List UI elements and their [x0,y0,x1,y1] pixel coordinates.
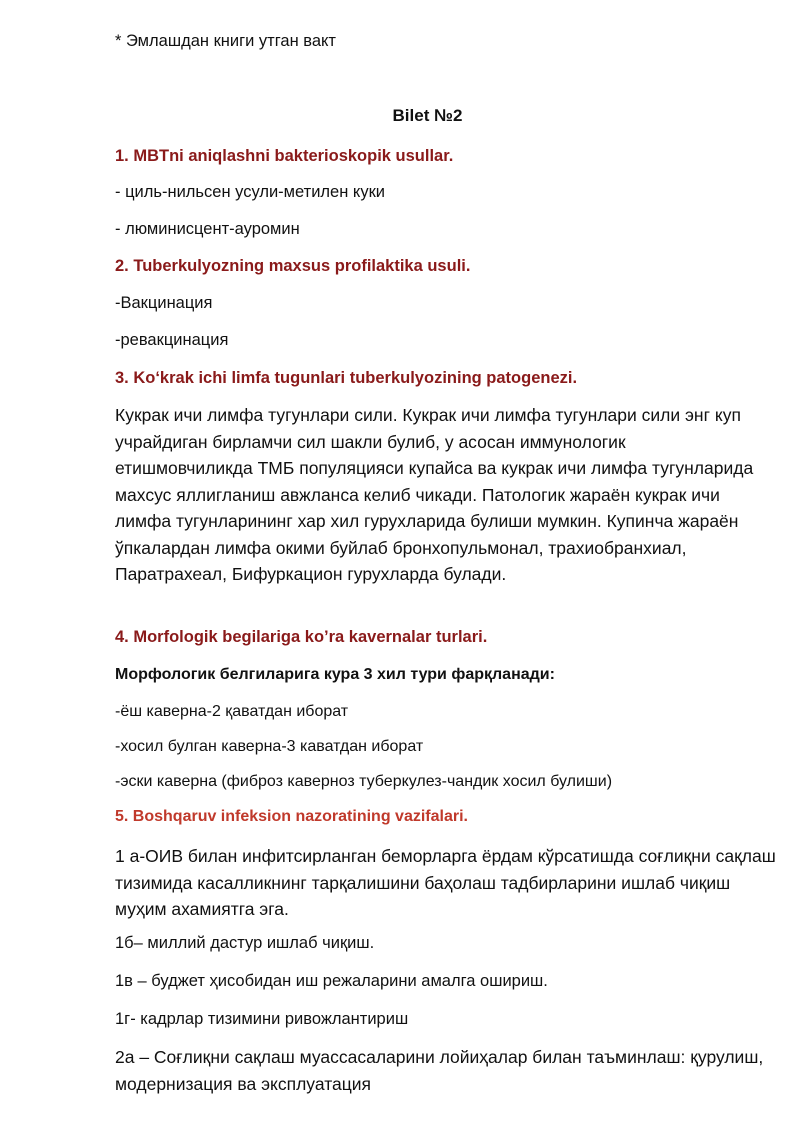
q4-heading: 4. Morfologik begilariga ko’ra kavernalar turlari. [115,628,488,646]
q1-heading: 1. MBTni aniqlashni bakterioskopik usullar. [115,147,454,165]
q5-paragraph: 1г- кадрлар тизимини ривожлантириш [115,1010,409,1028]
q2-item: -ревакцинация [115,331,229,349]
q4-item: -ёш каверна-2 қаватдан иборат [115,703,349,720]
ticket-title: Bilet №2 [392,106,463,125]
note-line: * Эмлашдан книги утган вакт [115,32,336,50]
q2-item: -Вакцинация [115,294,213,312]
q5-heading: 5. Boshqaruv infeksion nazoratining vazifalari. [115,808,468,825]
q5-paragraph: 1в – буджет ҳисобидан иш режаларини амалга ошириш. [115,972,548,990]
q2-heading: 2. Tuberkulyozning maxsus profilaktika usuli. [115,257,471,275]
q5-paragraph: 2а – Соғлиқни сақлаш муассасаларини лойиҳалар билан таъминлаш: қурулиш, модернизация ва эксплуатация [115,1047,764,1094]
q1-item: - люминисцент-ауромин [115,220,300,238]
q5-paragraph: 1б– миллий дастур ишлаб чиқиш. [115,934,375,952]
q1-item: - циль-нильсен усули-метилен куки [115,183,386,201]
q5-paragraph: 1 а-ОИВ билан инфитсирланган беморларга ёрдам кўрсатишда соғлиқни сақлаш тизимида касалликнинг тарқалишини баҳолаш тадбирларини ишлаб чиқиш муҳим ахамиятга эга. [115,846,776,919]
q4-item: -эски каверна (фиброз каверноз туберкулез-чандик хосил булиши) [115,773,613,790]
q3-heading: 3. Ko‘krak ichi limfa tugunlari tuberkulyozining patogenezi. [115,369,578,387]
q3-body: Кукрак ичи лимфа тугунлари сили. Кукрак ичи лимфа тугунлари сили энг куп учрайдиган бирламчи сил шакли булиб, у асосан иммунологик етишмовчиликда ТМБ популяцияси купайса ва кукрак ичи лимфа тугунларида махсус яллигланиш авжланса келиб чикади. Патологик жараён кукрак ичи лимфа тугунларининг хар хил гурухларида булиши мумкин. Купинча жараён ўпкалардан лимфа окими буйлаб бронхопульмонал, трахиобранхиал, Паратрахеал, Бифуркацион гурухларда булади. [115,405,754,584]
q4-subheading: Морфологик белгиларига кура 3 хил тури фарқланади: [115,666,555,683]
q4-item: -хосил булган каверна-3 каватдан иборат [115,738,424,755]
